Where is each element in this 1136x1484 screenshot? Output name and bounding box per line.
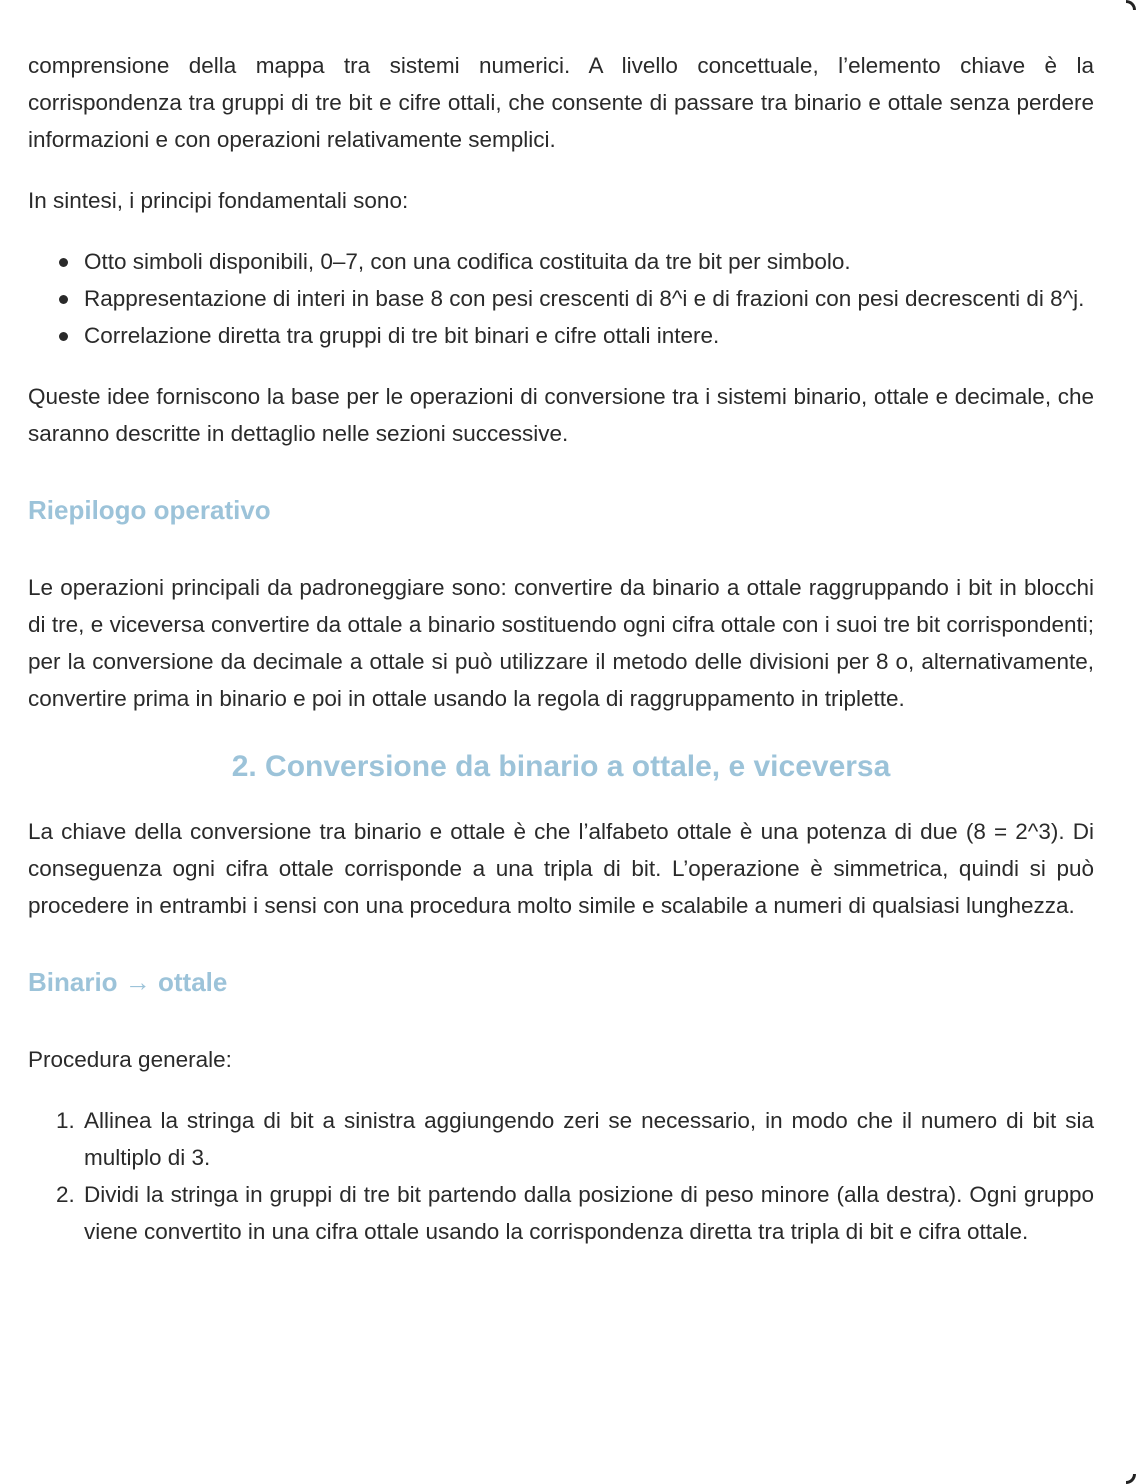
intro-paragraph: comprensione della mappa tra sistemi numerici. A livello concettuale, l’elemento chiave è la corrispondenza tra gruppi di tre bit e cifre ottali, che consente di passare tra binario e ottale senza perdere informazioni e con operazioni relativamente semplici. <box>28 53 1094 152</box>
principles-conclusion: Queste idee forniscono la base per le operazioni di conversione tra i sistemi binario, ottale e decimale, che saranno descritte in dettaglio nelle sezioni successive. <box>28 384 1094 446</box>
document-body <box>28 0 1094 1250</box>
window-corner-bottom <box>1126 1474 1136 1484</box>
procedure-steps <box>28 1102 1094 1250</box>
list-item <box>56 1102 1094 1176</box>
step-number: 1. <box>56 1108 75 1133</box>
section-heading: 2. Conversione da binario a ottale, e viceversa <box>231 750 891 783</box>
step-text: Dividi la stringa in gruppi di tre bit partendo dalla posizione di peso minore (alla destra). Ogni gruppo viene convertito in una cifra ottale usando la corrispondenza diretta tra tripla di bit e cifra ottale. <box>84 1182 1094 1244</box>
section-paragraph: La chiave della conversione tra binario e ottale è che l’alfabeto ottale è una potenza di due (8 = 2^3). Di conseguenza ogni cifra ottale corrisponde a una tripla di bit. L’operazione è simmetrica, quindi si può procedere in entrambi i sensi con una procedura molto simile e scalabile a numeri di qualsiasi lunghezza. <box>28 819 1094 918</box>
window-corner-top <box>1126 0 1136 10</box>
principles-list <box>28 243 1094 354</box>
recap-heading: Riepilogo operativo <box>28 495 271 525</box>
step-number: 2. <box>56 1182 75 1207</box>
step-text: Allinea la stringa di bit a sinistra aggiungendo zeri se necessario, in modo che il numero di bit sia multiplo di 3. <box>84 1108 1094 1170</box>
procedure-intro: Procedura generale: <box>28 1047 232 1072</box>
list-item <box>56 1176 1094 1250</box>
summary-intro: In sintesi, i principi fondamentali sono: <box>28 188 409 213</box>
list-item: Rappresentazione di interi in base 8 con pesi crescenti di 8^i e di frazioni con pesi decrescenti di 8^j. <box>84 280 1094 317</box>
list-item: Otto simboli disponibili, 0–7, con una codifica costituita da tre bit per simbolo. <box>84 243 1094 280</box>
recap-paragraph: Le operazioni principali da padroneggiare sono: convertire da binario a ottale raggruppando i bit in blocchi di tre, e viceversa convertire da ottale a binario sostituendo ogni cifra ottale con i suoi tre bit corrispondenti; per la conversione da decimale a ottale si può utilizzare il metodo delle divisioni per 8 o, alternativamente, convertire prima in binario e poi in ottale usando la regola di raggruppamento in triplette. <box>28 575 1094 711</box>
list-item: Correlazione diretta tra gruppi di tre bit binari e cifre ottali intere. <box>84 317 1094 354</box>
binary-octal-heading: Binario → ottale <box>28 967 228 997</box>
